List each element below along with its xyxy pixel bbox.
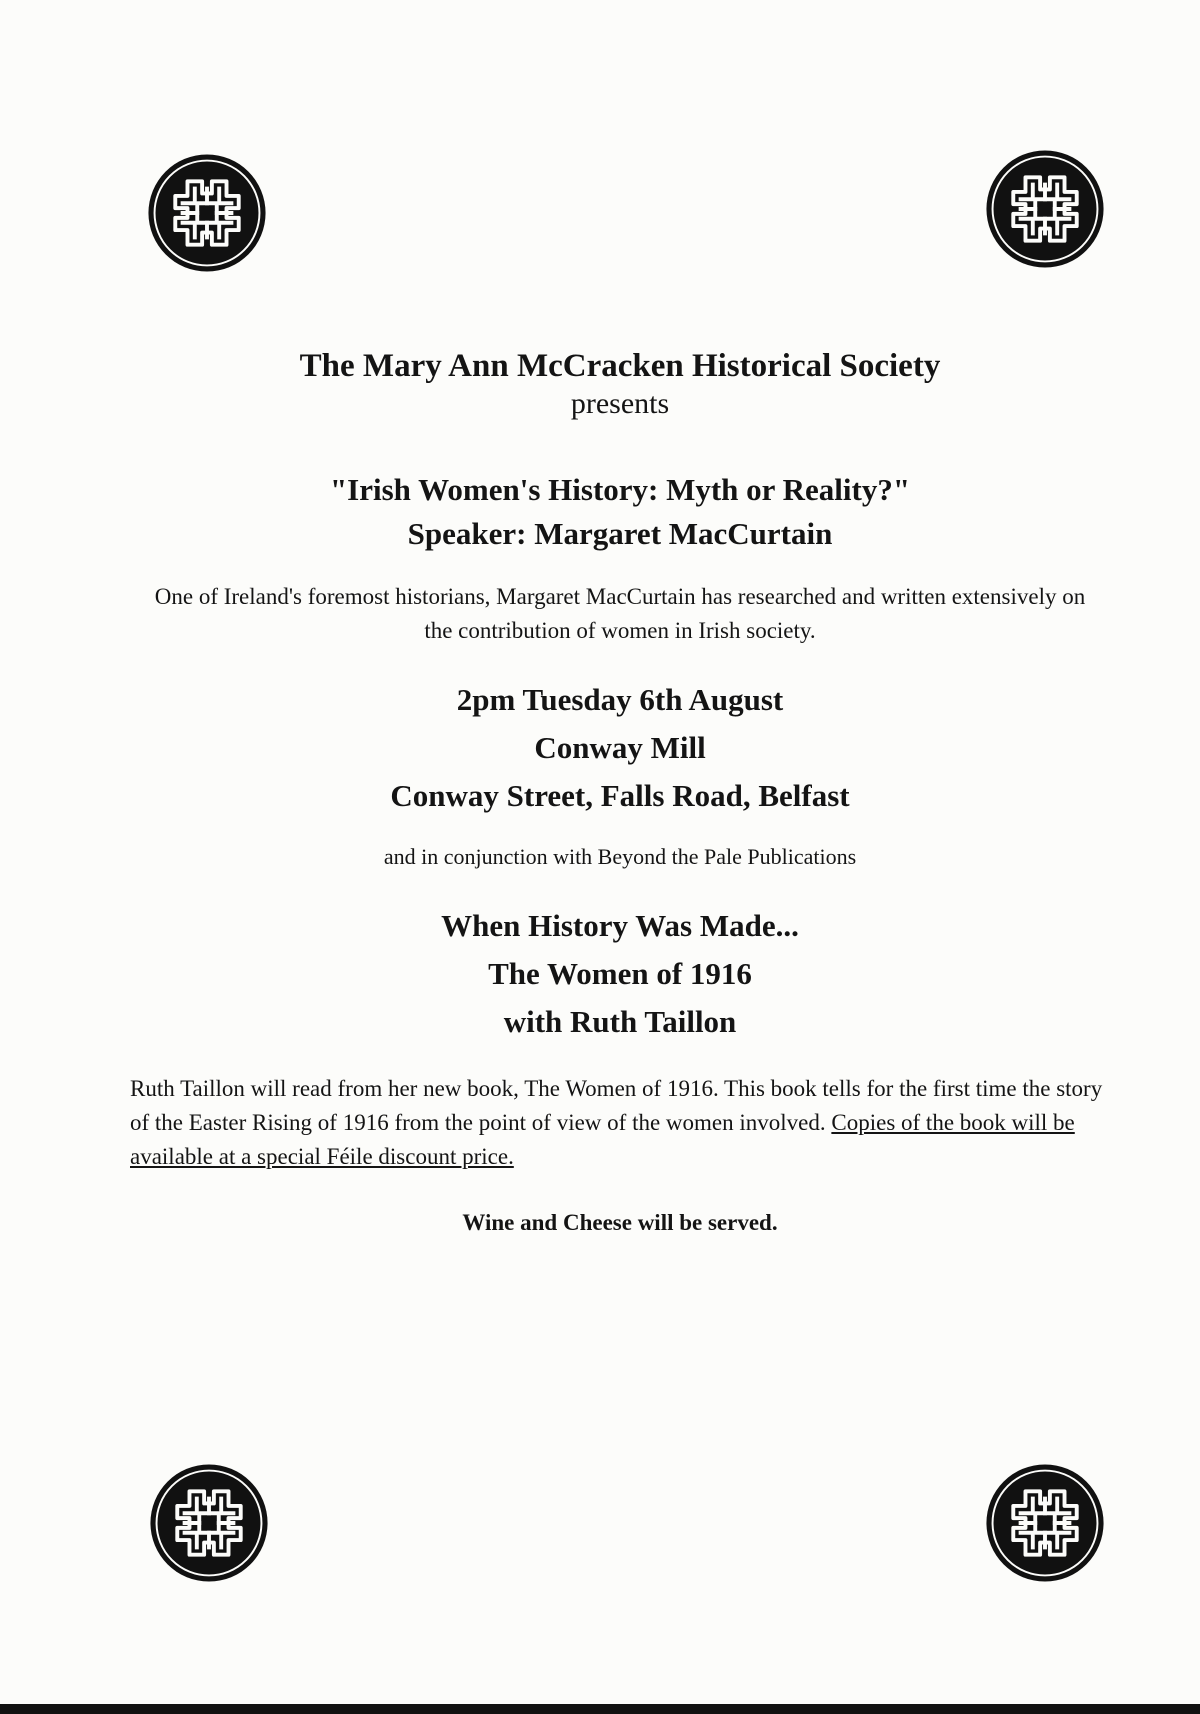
book-offer: Copies of the book will be available at a special Féile discount price.	[130, 1110, 1075, 1169]
celtic-knot-icon	[984, 1462, 1106, 1584]
presents-label: presents	[570, 387, 670, 420]
book-description: Ruth Taillon will read from her new book, The Women of 1916. This book tells for the first time the story of the Easter Rising of 1916 from the point of view of the women involved.	[130, 1076, 1103, 1135]
society-name: The Mary Ann McCracken Historical Society	[299, 348, 941, 384]
speaker-blurb: One of Ireland's foremost historians, Margaret MacCurtain has researched and written extensively on the contribution of women in Irish society.	[154, 584, 1086, 643]
talk-speaker: Speaker: Margaret MacCurtain	[407, 516, 833, 551]
refreshments-note: Wine and Cheese will be served.	[462, 1210, 778, 1235]
scan-edge	[0, 1704, 1200, 1714]
conjunction-note: and in conjunction with Beyond the Pale Publications	[383, 844, 857, 869]
talk-heading	[130, 468, 1110, 556]
celtic-knot-icon	[148, 1462, 270, 1584]
book-title-line1: When History Was Made...	[441, 908, 799, 943]
event-time: 2pm Tuesday 6th August	[456, 682, 784, 717]
book-heading	[130, 902, 1110, 1046]
book-title-line2: The Women of 1916	[488, 956, 752, 991]
event-venue: Conway Mill	[534, 730, 706, 765]
book-title-line3: with Ruth Taillon	[503, 1004, 737, 1039]
celtic-knot-icon	[146, 152, 268, 274]
talk-title: "Irish Women's History: Myth or Reality?"	[329, 472, 911, 507]
event-address: Conway Street, Falls Road, Belfast	[390, 778, 850, 813]
event-details	[130, 676, 1110, 820]
celtic-knot-icon	[984, 148, 1106, 270]
flyer-content	[130, 346, 1110, 1238]
book-blurb	[130, 1072, 1110, 1174]
